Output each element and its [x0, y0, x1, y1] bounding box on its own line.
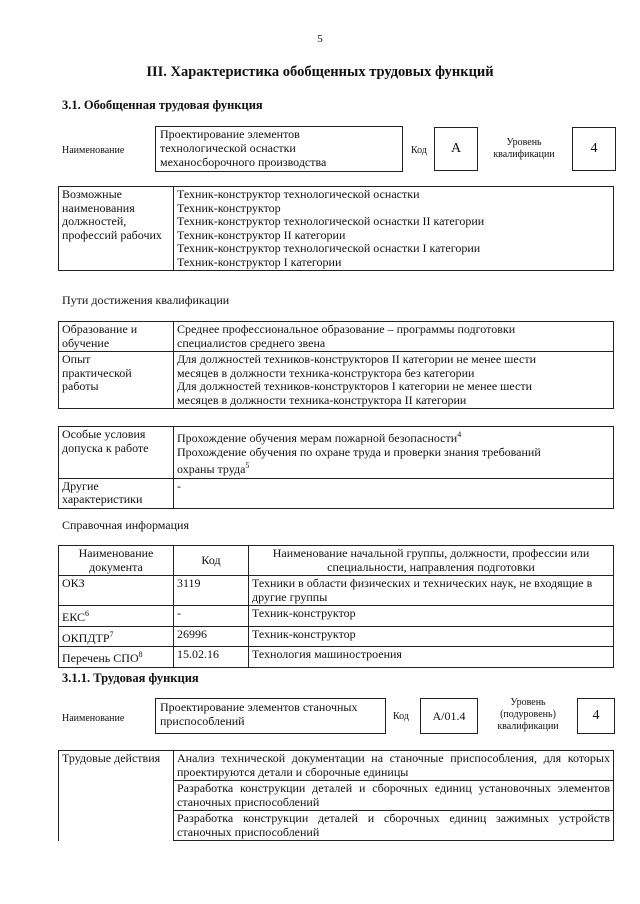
label-line: характеристики [62, 492, 143, 506]
doc-text: ОКПДТР [62, 630, 110, 645]
function-name-line: Проектирование элементов станочных [160, 700, 358, 714]
name-label: Наименование [62, 713, 125, 724]
actions-label: Трудовые действия [59, 751, 174, 841]
level-value: 4 [577, 698, 615, 734]
label-line: Другие [62, 478, 99, 493]
other-value: - [174, 478, 614, 508]
paths-table [58, 321, 614, 409]
footnote-ref: 7 [109, 629, 114, 639]
level-label-line: Уровень [510, 697, 546, 708]
table-row [59, 576, 614, 606]
table-row [59, 647, 614, 668]
position-item: Техник-конструктор технологической оснастки II категории [177, 214, 485, 228]
conditions-table [58, 426, 614, 509]
label-line: практической [62, 365, 132, 380]
reference-heading: Справочная информация [62, 518, 189, 532]
section-title: III. Характеристика обобщенных трудовых функций [146, 64, 494, 80]
label-line: профессий рабочих [62, 227, 162, 242]
name-label: Наименование [62, 145, 125, 156]
code-cell: 15.02.16 [174, 647, 249, 668]
experience-value [174, 352, 614, 409]
reference-table [58, 545, 614, 668]
condition-line [177, 428, 610, 446]
positions-list [174, 187, 614, 271]
positions-table [58, 186, 614, 271]
function-name-line: Проектирование элементов [160, 127, 300, 141]
function-name-line: приспособлений [160, 714, 245, 728]
label-line: Опыт [62, 352, 91, 366]
level-label [485, 137, 563, 161]
heading-3-1-1: 3.1.1. Трудовая функция [62, 671, 199, 685]
name-cell: Техник-конструктор [249, 606, 614, 627]
level-label-line: Уровень [506, 137, 542, 148]
code-label: Код [393, 711, 409, 722]
col-header-code: Код [174, 546, 249, 576]
footnote-ref: 6 [85, 609, 90, 618]
label-line: Особые условия [62, 427, 146, 441]
condition-text: Прохождение обучения мерам пожарной безопасности [177, 431, 458, 445]
value-line: месяцев в должности техника-конструктора без категории [177, 365, 475, 380]
position-item: Техник-конструктор технологической оснастки I категории [177, 241, 481, 255]
position-item: Техник-конструктор [177, 200, 281, 215]
position-item: Техник-конструктор II категории [177, 227, 346, 242]
value-line: специалистов среднего звена [177, 335, 326, 350]
label-line: работы [62, 379, 99, 393]
code-value: A [434, 127, 478, 171]
positions-label [59, 187, 174, 271]
function-name-line: технологической оснастки [160, 141, 296, 155]
name-cell: Техник-конструктор [249, 626, 614, 647]
position-item: Техник-конструктор технологической оснастки [177, 187, 420, 201]
label-line: должностей, [62, 214, 127, 228]
experience-label [59, 352, 174, 409]
condition-line [177, 459, 610, 477]
function-name-box [155, 698, 386, 734]
table-row [59, 626, 614, 647]
label-line: допуска к работе [62, 440, 149, 455]
conditions-label [59, 427, 174, 479]
other-label [59, 478, 174, 508]
level-label-line: квалификации [497, 721, 559, 732]
doc-cell [59, 576, 174, 606]
function-name-line: механосборочного производства [160, 155, 327, 169]
doc-cell [59, 647, 174, 668]
level-label-line: (подуровень) [500, 709, 556, 720]
label-line: Возможные [62, 187, 122, 201]
level-label [484, 697, 572, 733]
education-label [59, 322, 174, 352]
doc-text: ОКЗ [62, 576, 85, 590]
code-label: Код [411, 145, 427, 156]
action-item: Анализ технической документации на станочные приспособления, для которых проектируются детали и сборочные единицы [174, 751, 614, 781]
name-cell: Технология машиностроения [249, 647, 614, 668]
label-line: Образование и [62, 322, 138, 336]
value-line: Среднее профессиональное образование – программы подготовки [177, 322, 516, 336]
col-header-name: Наименование начальной группы, должности, профессии или специальности, направления подготовки [249, 546, 614, 576]
function-name-box [155, 126, 403, 172]
actions-table [58, 750, 614, 841]
footnote-ref: 5 [245, 461, 250, 470]
code-cell: 3119 [174, 576, 249, 606]
condition-text: охраны труда [177, 462, 246, 476]
paths-heading: Пути достижения квалификации [62, 293, 230, 307]
condition-line: Прохождение обучения по охране труда и проверки знания требований [177, 444, 541, 459]
doc-text: ЕКС [62, 610, 86, 624]
doc-cell [59, 606, 174, 627]
name-cell: Техники в области физических и технических наук, не входящие в другие группы [249, 576, 614, 606]
table-row [59, 606, 614, 627]
education-value [174, 322, 614, 352]
doc-text: Перечень СПО [62, 651, 139, 665]
doc-cell [59, 626, 174, 647]
action-item: Разработка конструкции деталей и сборочных единиц установочных элементов станочных приспособлений [174, 781, 614, 811]
page-number: 5 [317, 33, 323, 45]
conditions-value [174, 427, 614, 479]
label-line: наименования [62, 200, 135, 215]
col-header-document: Наименование документа [59, 546, 174, 576]
code-cell: - [174, 606, 249, 627]
value-line: месяцев в должности техника-конструктора II категории [177, 392, 467, 407]
level-value: 4 [572, 127, 616, 171]
value-line: Для должностей техников-конструкторов I категории не менее шести [177, 379, 533, 393]
level-label-line: квалификации [493, 149, 555, 160]
heading-3-1: 3.1. Обобщенная трудовая функция [62, 98, 263, 112]
label-line: обучение [62, 335, 110, 350]
footnote-ref: 8 [138, 650, 143, 659]
code-value: A/01.4 [420, 698, 478, 734]
value-line: Для должностей техников-конструкторов II категории не менее шести [177, 352, 537, 366]
footnote-ref: 4 [457, 430, 462, 439]
position-item: Техник-конструктор I категории [177, 254, 342, 269]
code-cell: 26996 [174, 626, 249, 647]
action-item: Разработка конструкции деталей и сборочных единиц зажимных устройств станочных приспособлений [174, 811, 614, 841]
